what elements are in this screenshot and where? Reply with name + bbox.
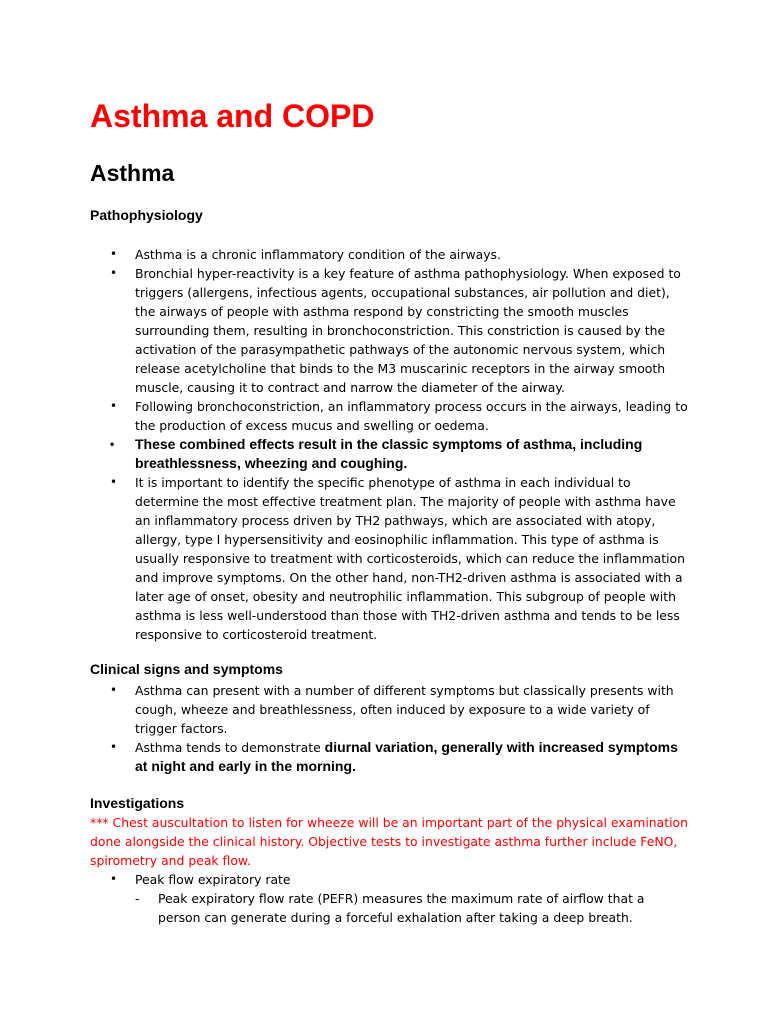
pathophysiology-list (90, 245, 690, 644)
investigations-note (90, 813, 690, 870)
heading-investigations: Investigations (90, 795, 185, 811)
list-item-text: Asthma tends to demonstrate (135, 740, 325, 755)
sub-list-item (135, 889, 655, 927)
sub-list-item-text: Peak expiratory flow rate (PEFR) measures the maximum rate of airflow that a person can generate during a forceful exhalation after taking a deep breath. (158, 891, 645, 925)
list-item-text: Peak flow expiratory rate (135, 872, 291, 887)
note-text: Chest auscultation to listen for wheeze will be an important part of the physical examination done alongside the clinical history. Objective tests to investigate asthma further include FeNO, spirometry and peak flow. (90, 815, 688, 868)
investigations-list (90, 870, 690, 889)
list-item (90, 473, 690, 644)
document-title: Asthma and COPD (90, 98, 375, 134)
investigations-sub-list (135, 889, 655, 927)
list-item-text: Following bronchoconstriction, an inflammatory process occurs in the airways, leading to the production of excess mucus and swelling or oedema. (135, 399, 688, 433)
list-item-text: Bronchial hyper-reactivity is a key feature of asthma pathophysiology. When exposed to triggers (allergens, infectious agents, occupational substances, air pollution and diet), the airways of people with asthma respond by constricting the smooth muscles surrounding them, resulting in bronchoconstriction. This constriction is caused by the activation of the parasympathetic pathways of the autonomic nervous system, which release acetylcholine that binds to the M3 muscarinic receptors in the airway smooth muscle, causing it to contract and narrow the diameter of the airway. (135, 266, 681, 395)
clinical-list (90, 681, 690, 776)
asterisks: *** (90, 815, 109, 830)
list-item-text: Asthma is a chronic inflammatory condition of the airways. (135, 247, 501, 262)
bullet-icon: • (110, 683, 118, 697)
dash-icon: - (135, 891, 140, 906)
list-item (90, 870, 690, 889)
list-item (90, 397, 690, 435)
bullet-icon: • (110, 475, 118, 489)
list-item (90, 245, 690, 264)
heading-pathophysiology: Pathophysiology (90, 207, 203, 223)
list-item-text: It is important to identify the specific phenotype of asthma in each individual to determine the most effective treatment plan. The majority of people with asthma have an inflammatory process driven by TH2 pathways, which are associated with atopy, allergy, type I hypersensitivity and eosinophilic inflammation. This type of asthma is usually responsive to treatment with corticosteroids, which can reduce the inflammation and improve symptoms. On the other hand, non-TH2-driven asthma is associated with a later age of onset, obesity and neutrophilic inflammation. This subgroup of people with asthma is less well-understood than those with TH2-driven asthma and tends to be less responsive to corticosteroid treatment. (135, 475, 685, 642)
list-item-bold-text: diurnal variation, generally with increased symptoms at night and early in the morning. (135, 739, 678, 774)
bullet-icon: • (110, 872, 118, 886)
list-item (90, 738, 690, 776)
bullet-icon: • (110, 437, 115, 451)
list-item-text: These combined effects result in the classic symptoms of asthma, including breathlessness, wheezing and coughing. (135, 436, 643, 471)
bullet-icon: • (110, 247, 118, 261)
section-title-asthma: Asthma (90, 160, 175, 186)
bullet-icon: • (110, 399, 118, 413)
list-item-text: Asthma can present with a number of different symptoms but classically presents with cough, wheeze and breathlessness, often induced by exposure to a wide variety of trigger factors. (135, 683, 674, 736)
list-item (90, 681, 690, 738)
list-item (90, 264, 690, 397)
heading-clinical-signs: Clinical signs and symptoms (90, 661, 283, 677)
bullet-icon: • (110, 266, 118, 280)
list-item (90, 435, 690, 473)
bullet-icon: • (110, 740, 118, 754)
